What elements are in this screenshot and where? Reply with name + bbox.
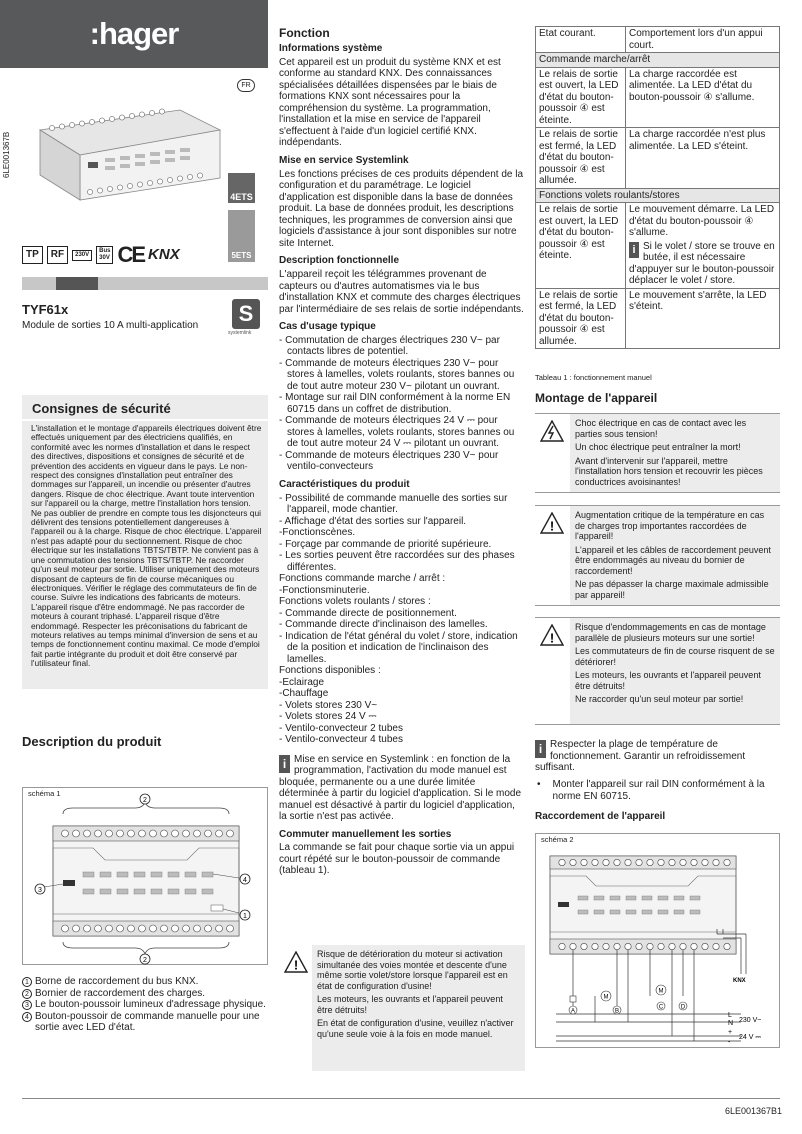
- table-row: [536, 203, 780, 289]
- product-image: [30, 100, 230, 210]
- ets4-logo: 4ETS: [228, 173, 255, 203]
- warning-text: Ne pas dépasser la charge maximale admissible par appareil!: [575, 579, 769, 600]
- svg-text:3: 3: [38, 887, 42, 894]
- table-cell: La charge raccordée est alimentée. La LED d'état du bouton-poussoir ④ s'allume.: [626, 67, 780, 128]
- warning-text: L'appareil et les câbles de raccordement peuvent être endommagés au niveau du bornier de raccordement!: [575, 544, 771, 576]
- schema-2-label: schéma 2: [541, 835, 574, 844]
- tp-badge: TP: [22, 246, 43, 264]
- table-group-row: [536, 53, 780, 68]
- list-item: - Volets stores 230 V~: [279, 699, 378, 711]
- voltage-230-label: 230 V~: [739, 1017, 762, 1024]
- info-note: [279, 754, 525, 823]
- table-cell: Fonctions volets roulants/stores: [536, 188, 780, 203]
- warning-box-motors: [535, 617, 780, 725]
- systemlink-logo: S: [232, 299, 260, 329]
- features-title: Caractéristiques du produit: [279, 478, 410, 490]
- safety-text: L'installation et le montage d'appareils électriques doivent être effectués uniquement par des électriciens qualifiés, en conformité avec les normes d'installation et dans le respect des directives, dispositions et consignes de sécurité et de prévention des accidents en vigueur dans le pays. Le non-respect des consignes d'installation peut entraîner des dommages sur l'appareil, un incendie ou présenter d'autres dangers. Risque de choc électrique. Avant toute intervention sur l'appareil ou la charge, mettre l'installation hors tension. Ne pas oublier de prendre en compte tous les disjoncteurs qui délivrent des tensions potentiellement dangereuses à l'appareil ou à la charge. Risque de choc électrique. L'appareil n'est pas adapté pour du sectionnement. Risque de choc électrique sur les installations TBTS/TBTP. Ne convient pas à une commutation des tensions TBTS/TBTP. Ne raccorder qu'un seul moteur par sortie. Utiliser uniquement des moteurs disposant de capteurs de fin de course mécaniques ou électroniques. Vérifier le réglage des commutateurs de fin de course. Suivre les indications des fabricants de moteurs. L'appareil risque d'être endommagé. Ne pas raccorder de moteurs à courant triphasé. L'appareil risque d'être endommagé. Respecter les préconisations du fabricant de moteurs relatives au temps minimal d'inversion de sens et au temps de fonctionnement continu maximal. Ce mode d'emploi fait partie intégrante du produit et doit être conservé par l'utilisateur final.: [31, 423, 262, 669]
- info-icon: i: [279, 755, 290, 773]
- svg-text:1: 1: [243, 913, 247, 920]
- schema-2: [535, 833, 780, 1048]
- table-cell: Commande marche/arrêt: [536, 53, 780, 68]
- list-item: - Commande directe d'inclinaison des lamelles.: [279, 619, 488, 631]
- brand-logo: :hager: [0, 0, 268, 68]
- raccordement-title: Raccordement de l'appareil: [535, 811, 666, 822]
- fonction-title: Fonction: [279, 26, 330, 40]
- doc-code-vertical: 6LE001367B: [2, 131, 11, 178]
- list-item: - Affichage d'état des sorties sur l'appareil.: [279, 515, 467, 527]
- usage-title: Cas d'usage typique: [279, 321, 376, 333]
- schema-1-legend: [22, 976, 268, 1034]
- info-icon: i: [629, 242, 639, 258]
- warning-icon: [540, 512, 564, 534]
- circuit-label-c: C: [658, 1004, 664, 1011]
- table-cell: Le relais de sortie est fermé, la LED d'état du bouton-poussoir ④ est allumée.: [536, 128, 626, 189]
- info-systeme-title: Informations système: [279, 43, 383, 55]
- footer-divider: [22, 1098, 780, 1099]
- table-cell: Le relais de sortie est ouvert, la LED d'état du bouton-poussoir ④ est éteinte.: [536, 203, 626, 289]
- info-temperature: [535, 739, 780, 774]
- bullet-text: Monter l'appareil sur rail DIN conformément à la norme EN 60715.: [552, 779, 765, 802]
- warning-box-motor: [279, 945, 525, 1071]
- motor-label: M: [603, 994, 609, 1001]
- list-item: Fonctions commande marche / arrêt :: [279, 573, 446, 585]
- list-item: - Forçage par commande de priorité supérieure.: [279, 538, 492, 550]
- electric-warning-icon: [540, 420, 564, 442]
- list-item: -Fonctionscènes.: [279, 527, 356, 539]
- ce-mark: CE: [117, 242, 145, 268]
- line-n-label: N: [728, 1020, 734, 1027]
- usage-list: [279, 335, 525, 473]
- table-group-row: [536, 188, 780, 203]
- table-row: [536, 67, 780, 128]
- features-list: [279, 493, 525, 746]
- list-item: - Volets stores 24 V ⎓: [279, 711, 377, 723]
- bullet-montage: [535, 779, 780, 802]
- info-icon: i: [535, 740, 546, 758]
- svg-text:4: 4: [243, 877, 247, 884]
- knx-logo: KNX: [148, 246, 180, 264]
- list-item: - Les sorties peuvent être raccordées sur des phases différentes.: [279, 550, 515, 573]
- warning-text: Risque de détérioration du moteur si activation simultanée des voies montée et descente d'une même sortie volet/store lorsque l'appareil est en état de configuration d'usine!: [317, 949, 508, 991]
- table-cell: Le relais de sortie est fermé, la LED d'état du bouton-poussoir ④ est allumée.: [536, 288, 626, 349]
- legend-item: 3 Le bouton-poussoir lumineux d'adressage physique.: [22, 999, 268, 1011]
- warning-icon: [284, 951, 308, 973]
- warning-box-shock: [535, 413, 780, 493]
- minus-label: -: [728, 1039, 731, 1046]
- info-note-text: Mise en service en Systemlink : en fonction de la programmation, l'activation du mode manuel est bloquée, permanente ou a une durée limitée déterminée à partir du logiciel d'application. Si le mode manuel est désactivé à partir du logiciel d'application, la sortie n'est pas activée.: [279, 753, 522, 823]
- motor-label: M: [658, 988, 664, 995]
- product-name: Module de sorties 10 A multi-application: [22, 320, 199, 331]
- warning-text: Choc électrique en cas de contact avec les parties sous tension!: [575, 418, 747, 439]
- circuit-label-d: D: [680, 1004, 686, 1011]
- svg-text:!: !: [549, 518, 555, 534]
- table-row: [536, 128, 780, 189]
- list-item: - Indication de l'état général du volet / store, indication de la position et indication de l'inclinaison des lamelles.: [279, 630, 518, 665]
- list-item: - Commande de moteurs électriques 24 V ⎓ pour stores à lamelles, volets roulants, stores bannes ou de tout autre moteur 24 V ⎓ pilotant un ouvrant.: [279, 415, 515, 450]
- legend-item: 4 Bouton-poussoir de commande manuelle pour une sortie avec LED d'état.: [22, 1011, 268, 1034]
- circuit-label-b: B: [614, 1008, 620, 1015]
- description-title: Description du produit: [22, 734, 162, 749]
- warning-text: Risque d'endommagements en cas de montage parallèle de plusieurs moteurs sur une sortie!: [575, 622, 766, 643]
- warning-box-temperature: [535, 505, 780, 606]
- info-systeme-text: Cet appareil est un produit du système KNX et est conforme au standard KNX. Des connaissances spécialisées détaillées dispensées par le biais de formations KNX sont nécessaires pour la compréhension du système. La programmation, l'installation et la mise en service de l'appareil s'effectuent à l'aide d'un logiciel certifié KNX. indépendants.: [279, 56, 501, 149]
- table-cell: Etat courant.: [536, 27, 626, 53]
- list-item: -Eclairage: [279, 676, 325, 688]
- warning-text: Avant d'intervenir sur l'appareil, mettre l'installation hors tension et recouvrir les pièces conductrices avoisinantes!: [575, 455, 763, 487]
- manual-text: La commande se fait pour chaque sortie via un appui court répété sur le bouton-poussoir de commande (tableau 1).: [279, 842, 515, 877]
- legend-item: 2 Bornier de raccordement des charges.: [22, 988, 268, 1000]
- table-cell: La charge raccordée n'est plus alimentée. La LED s'éteint.: [626, 128, 780, 189]
- warning-text: En état de configuration d'usine, veuillez n'activer qu'une seule voie à la fois en mode manuel.: [317, 1018, 514, 1039]
- voltage-24-label: 24 V ⎓: [739, 1034, 761, 1041]
- schema-2-drawing: [536, 834, 781, 1049]
- circuit-label-a: A: [570, 1008, 576, 1015]
- svg-text:2: 2: [143, 797, 147, 804]
- ets5-logo: 5ETS: [228, 210, 255, 262]
- table-row: [536, 288, 780, 349]
- table-cell: Le mouvement démarre. La LED d'état du bouton-poussoir ④ s'allume. i Si le volet / store se trouve en butée, il est nécessaire d'appuyer sur le bouton-poussoir déplacer le volet / store.: [626, 203, 780, 289]
- warning-text: Augmentation critique de la température en cas de charges trop importantes raccordées de l'appareil!: [575, 510, 765, 541]
- bullet-icon: •: [537, 779, 541, 790]
- warning-text: Les moteurs, les ouvrants et l'appareil peuvent être détruits!: [317, 994, 503, 1015]
- list-item: - Commande de moteurs électriques 230 V~ pour stores à lamelles, volets roulants, stores bannes ou de tout autre moteur 230 V~ pilotant un ouvrant.: [279, 357, 515, 392]
- systemlink-caption: systemlink: [228, 330, 252, 336]
- warning-icon: [540, 624, 564, 646]
- voltage-badge: 230V: [72, 250, 92, 261]
- product-reference: TYF61x: [22, 302, 69, 317]
- warning-text: Les moteurs, les ouvrants et l'appareil peuvent être détruits!: [575, 670, 761, 691]
- list-item: Fonctions disponibles :: [279, 665, 381, 677]
- certification-row: [22, 244, 180, 266]
- schema-1: [22, 787, 268, 965]
- footer-doc-code: 6LE001367B1: [724, 1106, 782, 1116]
- table-cell: Le relais de sortie est ouvert, la LED d'état du bouton-poussoir ④ est éteinte.: [536, 67, 626, 128]
- table-caption: Tableau 1 : fonctionnement manuel: [535, 373, 652, 382]
- product-strip: [22, 277, 268, 290]
- safety-box: [22, 395, 268, 689]
- svg-text:!: !: [293, 957, 299, 973]
- safety-title: Consignes de sécurité: [32, 401, 171, 416]
- manual-table: [535, 26, 780, 349]
- desc-fonctionnelle-text: L'appareil reçoit les télégrammes provenant de capteurs ou d'autres automatismes via le bus d'installation KNX et commute des charges électriques par l'intermédiaire de ses relais de sortie indépendants.: [279, 269, 524, 315]
- systemlink-text: Les fonctions précises de ces produits dépendent de la configuration et du paramétrage. Le logiciel d'application est disponible dans la base de données produit. La base de données produit, les descriptions techniques, les programmes de conversion ainsi que logiciels d'assistance à jour sont disponibles sur notre site Internet.: [279, 168, 524, 249]
- legend-item: 1 Borne de raccordement du bus KNX.: [22, 976, 268, 988]
- warning-text: Ne raccorder qu'un seul moteur par sortie!: [575, 694, 744, 704]
- list-item: - Montage sur rail DIN conformément à la norme EN 60715 dans un coffret de distribution.: [279, 392, 511, 415]
- knx-label: KNX: [733, 978, 746, 984]
- desc-fonctionnelle-title: Description fonctionnelle: [279, 255, 400, 267]
- table-cell: Comportement lors d'un appui court.: [626, 27, 780, 53]
- schema-1-drawing: [23, 788, 269, 966]
- list-item: - Commutation de charges électriques 230 V~ par contacts libres de potentiel.: [279, 334, 500, 358]
- list-item: - Commande directe de positionnement.: [279, 607, 457, 619]
- language-badge: FR: [237, 79, 255, 92]
- table-cell: Le mouvement s'arrête, la LED s'éteint.: [626, 288, 780, 349]
- list-item: - Possibilité de commande manuelle des sorties sur l'appareil, mode chantier.: [279, 492, 508, 516]
- bus-badge: Bus 30V: [96, 246, 113, 264]
- schema-1-label: schéma 1: [28, 789, 61, 798]
- plus-label: +: [728, 1029, 733, 1036]
- info-temperature-text: Respecter la plage de température de fonctionnement. Garantir un refroidissement suffisant.: [535, 739, 746, 773]
- list-item: - Ventilo-convecteur 4 tubes: [279, 734, 403, 746]
- fonction-column: [279, 26, 525, 877]
- list-item: -Chauffage: [279, 688, 329, 700]
- list-item: - Commande de moteurs électriques 230 V~ pour ventilo-convecteurs: [279, 449, 499, 473]
- systemlink-title: Mise en service Systemlink: [279, 154, 409, 166]
- table-row: [536, 27, 780, 53]
- svg-text:!: !: [549, 630, 555, 646]
- warning-text: Les commutateurs de fin de course risquent de se détériorer!: [575, 646, 775, 667]
- svg-text:2: 2: [143, 957, 147, 964]
- montage-title: Montage de l'appareil: [535, 391, 658, 405]
- rf-badge: RF: [47, 246, 68, 264]
- list-item: - Ventilo-convecteur 2 tubes: [279, 722, 403, 734]
- list-item: Fonctions volets roulants / stores :: [279, 596, 431, 608]
- list-item: -Fonctionsminuterie.: [279, 584, 370, 596]
- manual-title: Commuter manuellement les sorties: [279, 828, 452, 840]
- warning-text: Un choc électrique peut entraîner la mort!: [575, 442, 741, 452]
- line-l-label: L: [728, 1012, 732, 1019]
